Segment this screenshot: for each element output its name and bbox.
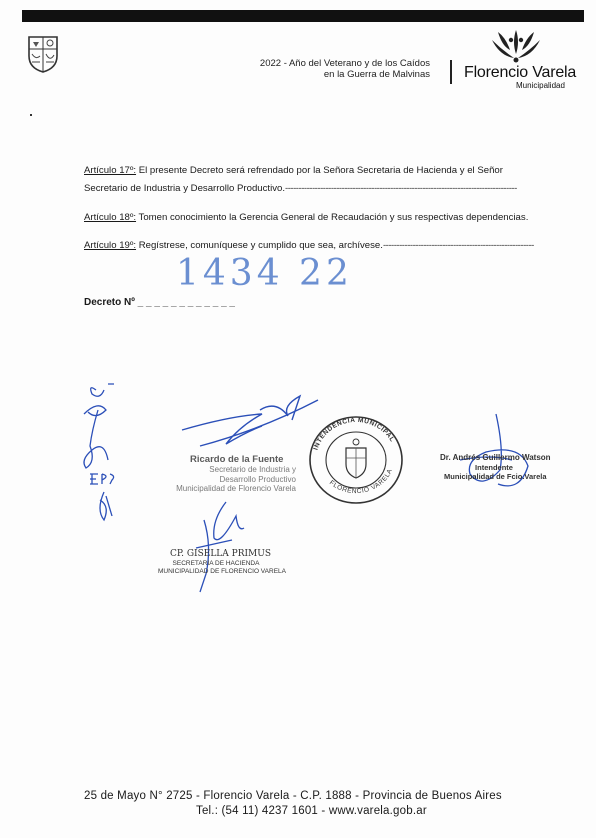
secretary-industry-role [176, 465, 296, 494]
secretary-treasury-name: CP. GISELLA PRIMUS [170, 549, 271, 559]
mayor-role [444, 463, 547, 481]
article-17-continuation-text: Secretario de Industria y Desarrollo Productivo. [84, 183, 286, 194]
seal-bottom-text: FLORENCIO VARELA [327, 467, 395, 496]
year-motto-line1: 2022 - Año del Veterano y de los Caídos [259, 58, 430, 69]
secretary-industry-role-line3: Municipalidad de Florencio Varela [176, 484, 296, 493]
footer-contact: Tel.: (54 11) 4237 1601 - www.varela.gob.ar [196, 805, 427, 817]
municipality-name: Florencio Varela [464, 64, 577, 81]
article-17-label: Artículo 17º: [84, 165, 137, 176]
mayor-name: Dr. Andrés Guillermo Watson [440, 453, 551, 462]
svg-text:FLORENCIO VARELA [328, 468, 394, 496]
article-17-text: El presente Decreto será refrendado por la Señora Secretaria de Hacienda y el Señor [136, 165, 503, 176]
article-18 [84, 212, 528, 223]
seal-top-text: INTENDENCIA MUNICIPAL [312, 416, 396, 451]
secretary-industry-role-line1: Secretario de Industria y [209, 465, 296, 474]
municipal-crest-icon [26, 34, 60, 74]
decree-number-stamp: 1434 22 [176, 253, 353, 294]
article-19-text: Regístrese, comuníquese y cumplido que sea, archívese. [136, 240, 383, 251]
florencio-varela-logo-icon [488, 28, 544, 64]
article-18-text: Tomen conocimiento la Gerencia General de Recaudación y sus respectivas dependencias. [136, 212, 529, 223]
mayor-role-line1: Intendente [475, 463, 513, 472]
year-motto [238, 58, 430, 80]
year-motto-line2: en la Guerra de Malvinas [323, 69, 430, 80]
article-19-dashes: -------------------------------------------------------- [382, 240, 534, 251]
article-17-dashes: -------------------------------------------------------------------------------------- [285, 183, 517, 194]
secretary-treasury-signature [196, 502, 244, 592]
mayor-role-line2: Municipalidad de Fcio.Varela [444, 472, 547, 481]
article-17 [84, 165, 503, 176]
scan-top-border [22, 10, 584, 22]
header-divider [450, 60, 452, 84]
secretary-treasury-role [158, 560, 286, 576]
decree-number-label: Decreto Nº _ _ _ _ _ _ _ _ _ _ _ _ [84, 297, 235, 308]
article-18-label: Artículo 18º: [84, 212, 137, 223]
scan-speck [30, 114, 32, 116]
secretary-industry-signature [182, 396, 318, 446]
margin-initials-signature [84, 384, 114, 520]
secretary-industry-name: Ricardo de la Fuente [190, 454, 284, 465]
secretary-industry-role-line2: Desarrollo Productivo [219, 474, 296, 484]
footer-address: 25 de Mayo N° 2725 - Florencio Varela - C.P. 1888 - Provincia de Buenos Aires [84, 790, 502, 802]
svg-text:INTENDENCIA MUNICIPAL [313, 417, 396, 451]
article-19-label: Artículo 19º: [84, 240, 137, 251]
handwritten-signatures [0, 370, 596, 600]
official-seal-icon [302, 410, 408, 506]
municipality-subtitle: Municipalidad [516, 81, 565, 90]
article-19 [84, 240, 534, 251]
secretary-treasury-role-line1: SECRETARIA DE HACIENDA [172, 560, 260, 567]
article-17-continuation [84, 183, 517, 194]
secretary-treasury-role-line2: MUNICIPALIDAD DE FLORENCIO VARELA [158, 568, 286, 575]
